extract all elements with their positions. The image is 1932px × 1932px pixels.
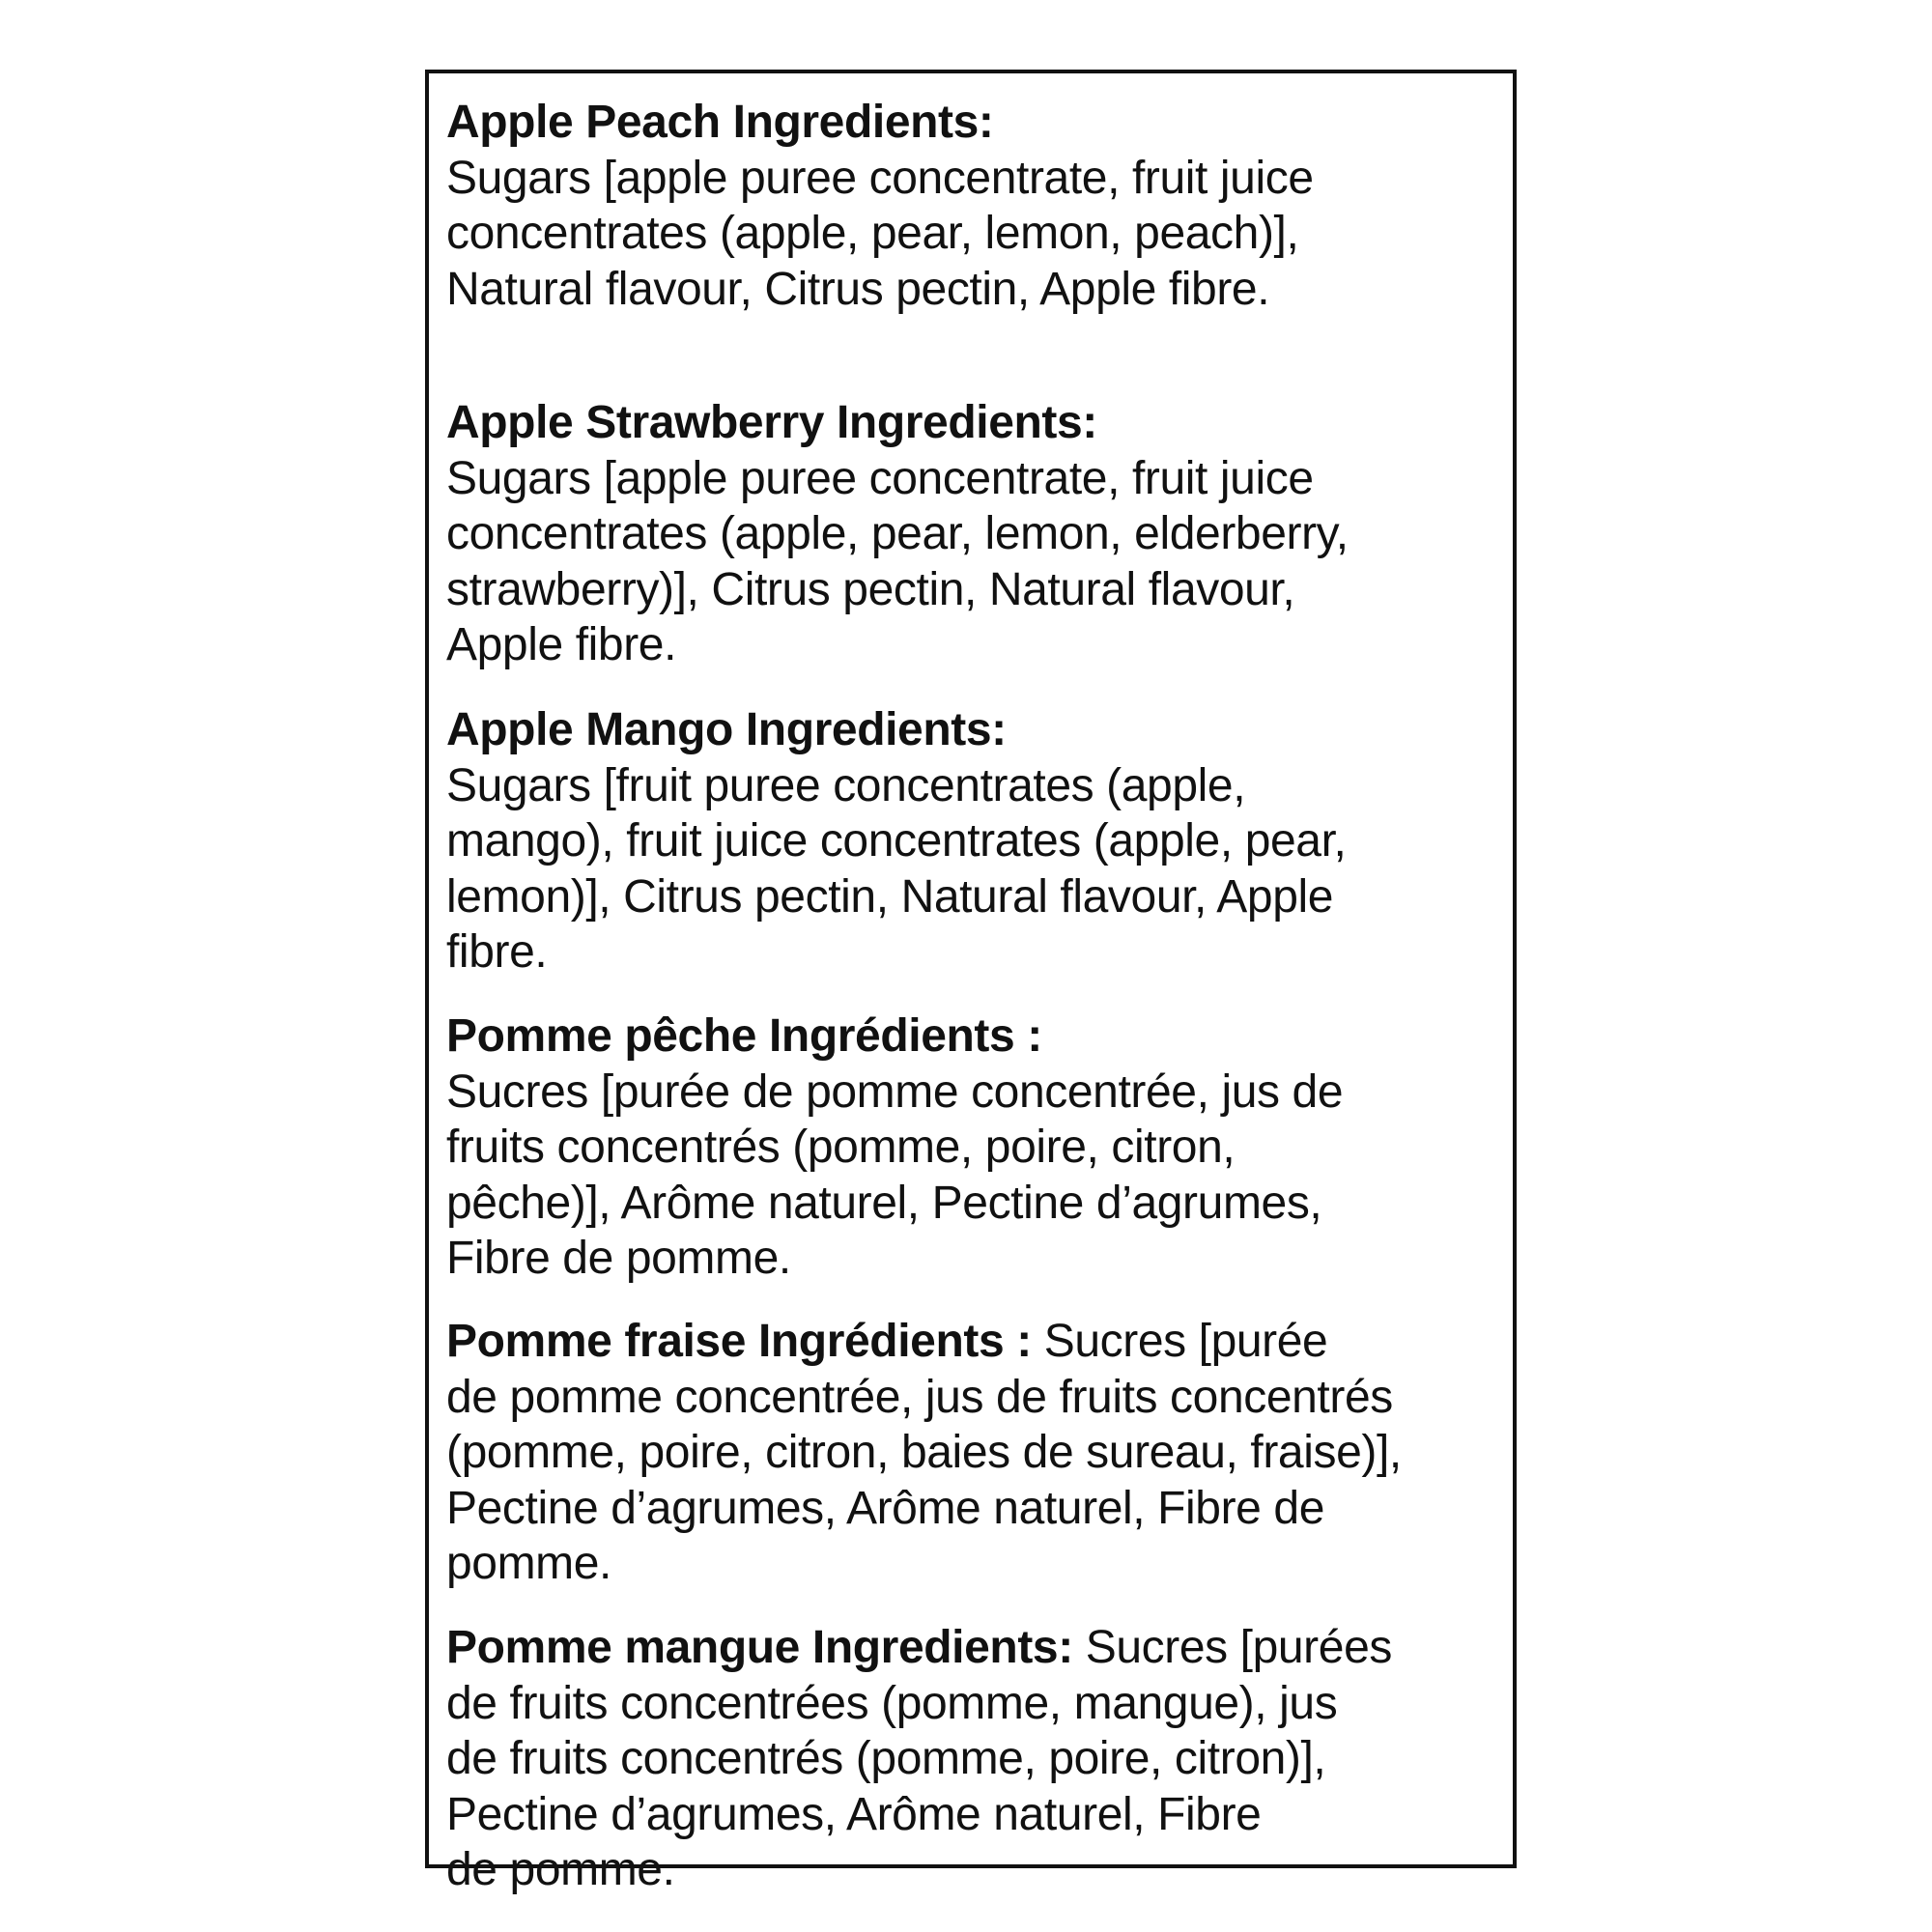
ingredient-line: Sugars [apple puree concentrate, fruit juice bbox=[446, 452, 1314, 504]
section-heading: Apple Strawberry Ingredients: bbox=[446, 397, 1097, 448]
ingredient-line: fruits concentrés (pomme, poire, citron, bbox=[446, 1122, 1236, 1173]
ingredient-line: (pomme, poire, citron, baies de sureau, fraise)], bbox=[446, 1427, 1402, 1478]
ingredient-line: pomme. bbox=[446, 1538, 611, 1589]
section-heading: Apple Peach Ingredients: bbox=[446, 97, 994, 148]
ingredient-line: Sugars [apple puree concentrate, fruit juice bbox=[446, 152, 1314, 204]
section-first-line bbox=[446, 1620, 1509, 1676]
ingredient-line: de pomme concentrée, jus de fruits concentrés bbox=[446, 1371, 1393, 1423]
ingredient-line: concentrates (apple, pear, lemon, elderberry, bbox=[446, 508, 1349, 559]
ingredient-line: Natural flavour, Citrus pectin, Apple fibre. bbox=[446, 263, 1270, 315]
ingredient-line: fibre. bbox=[446, 926, 548, 978]
pomme-fraise-section bbox=[446, 1314, 1509, 1592]
ingredient-text: Sucres [purée bbox=[1031, 1316, 1328, 1367]
ingredient-line: Sucres [purée de pomme concentrée, jus de bbox=[446, 1065, 1344, 1118]
ingredient-text: Sucres [purées bbox=[1072, 1622, 1392, 1673]
ingredient-line: Pectine d’agrumes, Arôme naturel, Fibre de bbox=[446, 1482, 1325, 1534]
ingredient-line: Pectine d’agrumes, Arôme naturel, Fibre bbox=[446, 1788, 1262, 1840]
apple-peach-section bbox=[446, 95, 1509, 317]
ingredient-line: Fibre de pomme. bbox=[446, 1233, 791, 1284]
section-heading: Apple Mango Ingredients: bbox=[446, 704, 1007, 755]
ingredient-line: mango), fruit juice concentrates (apple, pear, bbox=[446, 815, 1347, 867]
ingredient-line: de fruits concentrés (pomme, poire, citron)], bbox=[446, 1733, 1326, 1784]
pomme-mangue-section bbox=[446, 1620, 1509, 1898]
ingredient-line: strawberry)], Citrus pectin, Natural flavour, bbox=[446, 563, 1295, 615]
ingredient-line: concentrates (apple, pear, lemon, peach)], bbox=[446, 208, 1299, 259]
section-heading: Pomme mangue Ingredients: bbox=[446, 1622, 1073, 1673]
ingredient-line: de fruits concentrées (pomme, mangue), jus bbox=[446, 1677, 1338, 1729]
ingredient-line: Sugars [fruit puree concentrates (apple, bbox=[446, 759, 1246, 811]
ingredients-panel bbox=[425, 70, 1517, 1895]
section-heading: Pomme pêche Ingrédients : bbox=[446, 1010, 1042, 1062]
section-heading: Pomme fraise Ingrédients : bbox=[446, 1316, 1032, 1367]
apple-strawberry-section bbox=[446, 395, 1509, 673]
ingredient-line: pêche)], Arôme naturel, Pectine d’agrumes, bbox=[446, 1177, 1322, 1229]
ingredient-line: Apple fibre. bbox=[446, 619, 677, 670]
pomme-peche-section bbox=[446, 1009, 1509, 1287]
apple-mango-section bbox=[446, 702, 1509, 980]
section-first-line bbox=[446, 1314, 1509, 1370]
ingredient-line: lemon)], Citrus pectin, Natural flavour, Apple bbox=[446, 870, 1334, 923]
ingredient-line: de pomme. bbox=[446, 1844, 675, 1895]
